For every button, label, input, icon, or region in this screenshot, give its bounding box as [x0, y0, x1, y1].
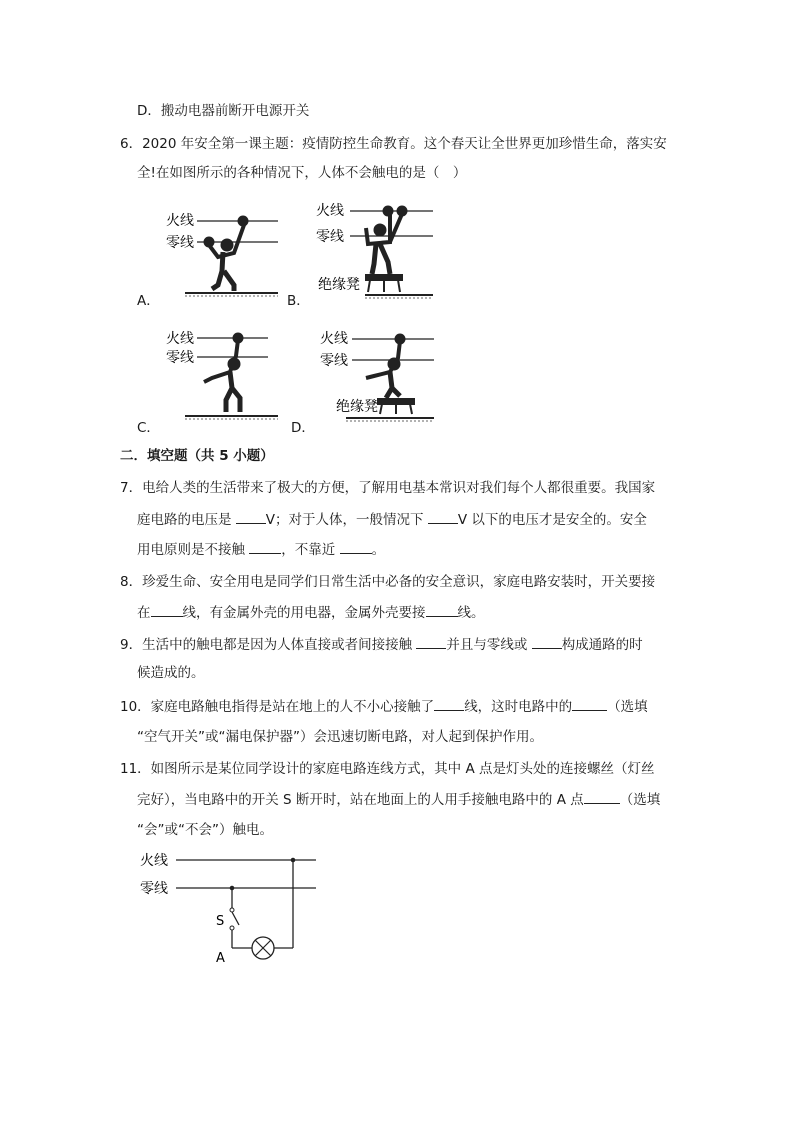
q6-figure-b: [310, 198, 440, 300]
insulating-stool: [366, 275, 402, 292]
person-figure: [366, 206, 407, 274]
q6-option-b-label: B．: [287, 293, 310, 309]
q8-blank-metal-case-wire[interactable]: [426, 602, 458, 617]
person-figure: [366, 334, 405, 398]
insulating-stool: [378, 399, 414, 414]
switch-label: S: [216, 914, 225, 929]
q6-option-a-label: A．: [137, 293, 160, 309]
q7-line3: 用电原则是不接触 ，不靠近 。: [137, 539, 385, 560]
q11-line3: “会”或“不会”）触电。: [137, 822, 273, 838]
zero-line-label: 零线: [166, 350, 194, 366]
fire-line-label: 火线: [320, 331, 348, 347]
q9-blank-touch[interactable]: [416, 634, 446, 649]
q11-line1: 11．如图所示是某位同学设计的家庭电路连线方式，其中 A 点是灯头处的连接螺丝（灯丝: [120, 761, 655, 777]
person-figure: [204, 216, 248, 291]
q7-line1: 7．电给人类的生活带来了极大的方便，了解用电基本常识对我们每个人都很重要。我国家: [120, 480, 656, 496]
point-a-label: A: [216, 951, 225, 966]
q6-text-line1: 6．2020 年安全第一课主题：疫情防控生命教育。这个春天让全世界更加珍惜生命，落实安: [120, 136, 667, 152]
insulating-stool-label: 绝缘凳: [336, 399, 378, 415]
q11-line2: 完好），当电路中的开关 S 断开时，站在地面上的人用手接触电路中的 A 点 （选填: [137, 789, 660, 810]
q11-blank-answer[interactable]: [584, 789, 620, 804]
q10-line2: “空气开关”或“漏电保护器”）会迅速切断电路，对人起到保护作用。: [137, 729, 543, 745]
q6-figure-d: [316, 326, 446, 426]
q6-text-line2: 全!在如图所示的各种情况下，人体不会触电的是（ ）: [137, 165, 467, 181]
zero-line-label: 零线: [166, 235, 194, 251]
q10-blank-device[interactable]: [572, 696, 607, 711]
insulating-stool-label: 绝缘凳: [318, 277, 360, 293]
switch-s: [230, 908, 239, 930]
lamp-icon: [252, 937, 274, 959]
q10-blank-wire[interactable]: [434, 696, 464, 711]
q8-line1: 8．珍爱生命、安全用电是同学们日常生活中必备的安全意识，家庭电路安装时，开关要接: [120, 574, 656, 590]
q7-blank-safe-voltage[interactable]: [428, 509, 458, 524]
fire-line-label: 火线: [166, 213, 194, 229]
q10-line1: 10．家庭电路触电指得是站在地上的人不小心接触了 线，这时电路中的 （选填: [120, 696, 648, 717]
q7-blank-no-touch[interactable]: [249, 539, 281, 554]
q5-option-d: D．搬动电器前断开电源开关: [137, 103, 310, 119]
q8-blank-switch-wire[interactable]: [151, 602, 183, 617]
q11-circuit-diagram: [136, 848, 326, 966]
q7-blank-household-voltage[interactable]: [236, 509, 266, 524]
zero-line-label: 零线: [316, 229, 344, 245]
q8-line2: 在 线，有金属外壳的用电器，金属外壳要接 线。: [137, 602, 485, 623]
fire-line-label: 火线: [316, 203, 344, 219]
q9-blank-path[interactable]: [532, 634, 562, 649]
zero-line-label: 零线: [320, 353, 348, 369]
q9-line2: 候造成的。: [137, 665, 205, 681]
fire-line-label: 火线: [166, 331, 194, 347]
q6-option-d-label: D．: [291, 420, 315, 436]
circuit-fire-label: 火线: [140, 853, 168, 869]
q6-figure-a: [160, 205, 285, 300]
q6-figure-c: [160, 326, 285, 426]
q6-option-c-label: C．: [137, 420, 160, 436]
q7-line2: 庭电路的电压是 V；对于人体，一般情况下 V 以下的电压才是安全的。安全: [137, 509, 647, 530]
q7-blank-no-approach[interactable]: [340, 539, 372, 554]
person-figure: [204, 333, 243, 412]
circuit-zero-label: 零线: [140, 881, 168, 897]
section-heading-fill-blank: 二．填空题（共 5 小题）: [120, 448, 274, 464]
q9-line1: 9．生活中的触电都是因为人体直接或者间接接触 并且与零线或 构成通路的时: [120, 634, 643, 655]
